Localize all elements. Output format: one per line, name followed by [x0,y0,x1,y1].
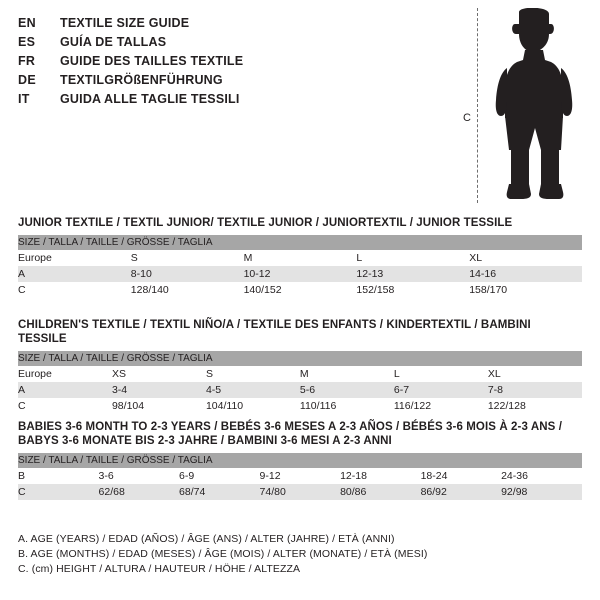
row-value: 140/152 [243,284,282,296]
row-value: 3-4 [112,382,206,398]
row-label: B [18,470,26,482]
table-row [18,266,582,282]
language-row [18,90,438,109]
row-value: 7-8 [488,382,582,398]
row-label: Europe [18,252,52,264]
row-value: 9-12 [259,470,281,482]
language-code: FR [18,54,36,68]
row-label: Europe [18,368,52,380]
row-value: 14-16 [469,266,582,282]
legend-notes [18,532,578,577]
row-value: 12-13 [356,266,469,282]
row-value: M [243,252,253,264]
row-value: 10-12 [244,266,357,282]
legend-note: A. AGE (YEARS) / EDAD (AÑOS) / ÂGE (ANS) / ALTER (JAHRE) / ETÀ (ANNI) [18,533,395,545]
row-value: 110/116 [299,400,337,412]
measurement-figure [455,8,585,203]
language-title: TEXTILGRÖßENFÜHRUNG [60,73,223,87]
language-code: ES [18,35,36,49]
row-value: 68/74 [179,484,260,500]
row-label: A [18,266,131,282]
row-value: 122/128 [487,400,526,412]
table-head-label: SIZE / TALLA / TAILLE / GRÖSSE / TAGLIA [18,351,582,366]
size-table-children [18,351,582,414]
language-title: TEXTILE SIZE GUIDE [60,16,190,30]
row-value: 62/68 [99,484,180,500]
table-head-row [18,235,582,250]
row-value: 24-36 [501,470,528,482]
row-label: C [18,484,99,500]
row-value: M [299,368,309,380]
language-code: EN [18,16,36,30]
size-table-babies [18,453,582,500]
height-label: C [463,112,471,124]
row-value: 104/110 [205,400,244,412]
row-value: 3-6 [98,470,114,482]
row-value: L [393,368,400,380]
row-value: 86/92 [421,484,502,500]
row-value: XL [487,368,501,380]
table-head-label: SIZE / TALLA / TAILLE / GRÖSSE / TAGLIA [18,453,582,468]
language-code: DE [18,73,36,87]
row-value: 92/98 [501,484,582,500]
table-row [18,382,582,398]
language-row [18,14,438,33]
row-value: 18-24 [420,470,448,482]
table-head-row [18,351,582,366]
language-header [18,14,438,109]
section-title: JUNIOR TEXTILE / TEXTIL JUNIOR/ TEXTILE JUNIOR / JUNIORTEXTIL / JUNIOR TESSILE [18,217,513,229]
table-row [18,398,582,414]
row-label: C [18,284,26,296]
row-value: 80/86 [340,484,421,500]
language-title: GUIDE DES TAILLES TEXTILE [60,54,244,68]
section-title: CHILDREN'S TEXTILE / TEXTIL NIÑO/A / TEXTILE DES ENFANTS / KINDERTEXTIL / BAMBINI TESSILE [18,319,531,345]
table-row [18,282,582,298]
table-head-row [18,453,582,468]
language-title: GUIDA ALLE TAGLIE TESSILI [60,92,240,106]
language-row [18,33,438,52]
row-value: S [205,368,213,380]
row-value: 5-6 [300,382,394,398]
height-dashed-line [477,8,478,203]
row-value: 12-18 [340,470,367,482]
row-value: 6-7 [394,382,488,398]
row-value: S [130,252,138,264]
section-babies-textile [18,420,582,500]
toddler-silhouette-icon [485,8,585,203]
row-value: 152/158 [356,284,395,296]
row-value: XL [469,252,483,264]
row-value: 98/104 [111,400,145,412]
row-label: A [18,382,112,398]
row-value: 116/122 [393,400,432,412]
table-row [18,250,582,266]
row-value: 8-10 [131,266,244,282]
section-junior-textile [18,216,582,298]
row-value: 4-5 [206,382,300,398]
row-value: 6-9 [179,470,195,482]
section-childrens-textile [18,318,582,414]
language-row [18,71,438,90]
language-code: IT [18,92,30,106]
table-head-label: SIZE / TALLA / TAILLE / GRÖSSE / TAGLIA [18,235,582,250]
table-row [18,468,582,484]
size-table-junior [18,235,582,298]
row-value: 158/170 [469,284,508,296]
table-row [18,366,582,382]
language-row [18,52,438,71]
row-value: L [356,252,363,264]
row-value: XS [111,368,126,380]
table-row [18,484,582,500]
row-value: 128/140 [130,284,169,296]
section-title: BABIES 3-6 MONTH TO 2-3 YEARS / BEBÉS 3-6 MESES A 2-3 AÑOS / BÉBÉS 3-6 MOIS À 2-3 ANS / BABYS 3-6 MONATE BIS 2-3 JAHRE / BAMBINI 3-6 MESI A 2-3 ANNI [18,421,562,447]
legend-note: C. (cm) HEIGHT / ALTURA / HAUTEUR / HÖHE / ALTEZZA [18,563,301,575]
legend-note: B. AGE (MONTHS) / EDAD (MESES) / ÂGE (MOIS) / ALTER (MONATE) / ETÀ (MESI) [18,548,428,560]
language-title: GUÍA DE TALLAS [60,35,167,49]
row-value: 74/80 [260,484,341,500]
row-label: C [18,400,26,412]
